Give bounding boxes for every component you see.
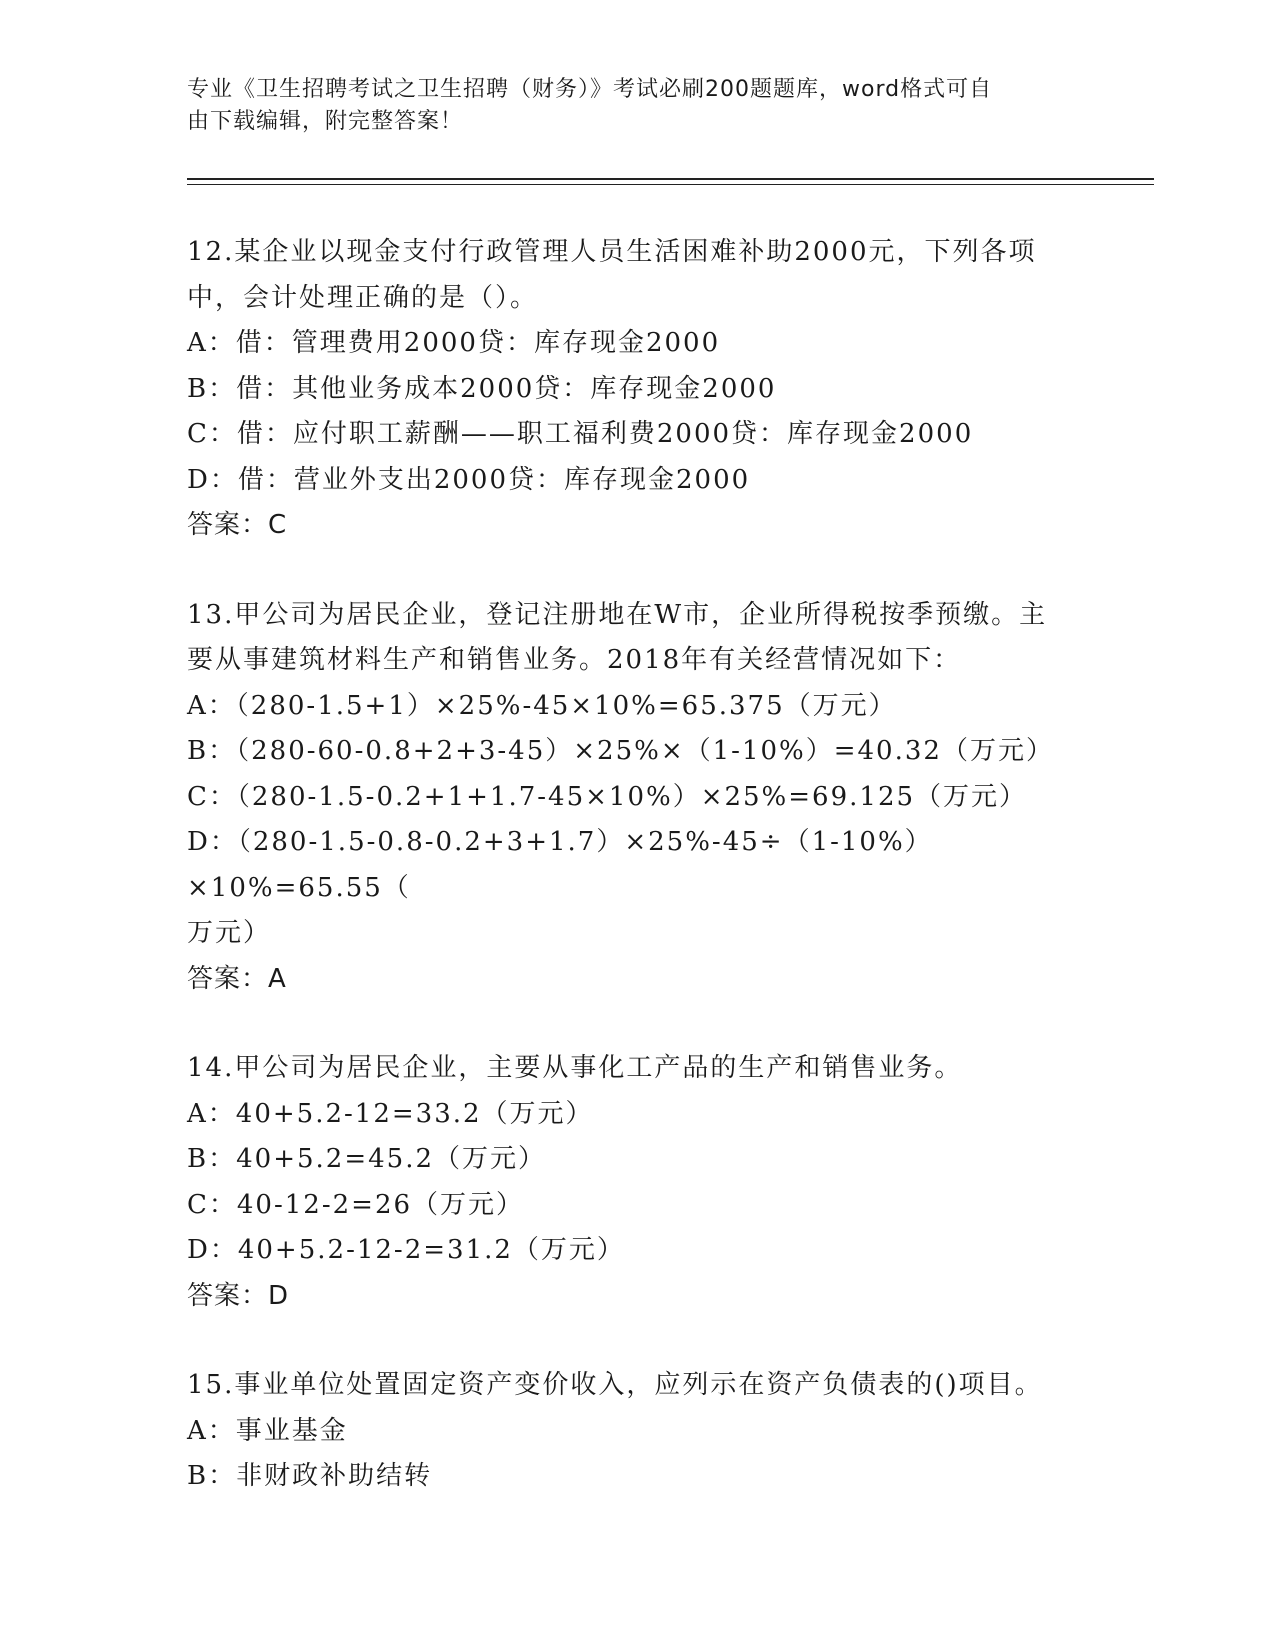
question-text-line: 要从事建筑材料生产和销售业务。2018年有关经营情况如下： [187,645,962,675]
answer-line: 答案：C [187,510,288,540]
question-text-line: 中，会计处理正确的是（）。 [187,282,539,313]
answer-line: 答案：D [187,1280,290,1311]
header-divider-thick [187,178,1154,180]
option-b: B：（280-60-0.8+2+3-45）×25%×（1-10%）=40.32（万元） [187,736,1054,766]
document-header [187,74,1067,138]
option-b: B：借：其他业务成本2000贷：库存现金2000 [187,373,777,404]
option-d: D：40+5.2-12-2=31.2（万元） [187,1235,625,1265]
option-a: A：40+5.2-12=33.2（万元） [187,1098,594,1129]
option-b: B：非财政补助结转 [187,1461,433,1491]
question-14 [187,1046,1087,1319]
option-a: A：借：管理费用2000贷：库存现金2000 [187,328,721,358]
question-text-line: 14.甲公司为居民企业，主要从事化工产品的生产和销售业务。 [187,1053,963,1083]
question-text-line: 13.甲公司为居民企业，登记注册地在W市，企业所得税按季预缴。主 [187,599,1048,630]
header-divider-thin [187,184,1154,185]
answer-line: 答案：A [187,963,287,994]
option-d-continued: 万元） [187,918,272,948]
header-line-1: 专业《卫生招聘考试之卫生招聘（财务）》考试必刷200题题库，word格式可自 [187,77,993,102]
question-text-line: 15.事业单位处置固定资产变价收入，应列示在资产负债表的()项目。 [187,1370,1043,1400]
option-c: C：借：应付职工薪酬——职工福利费2000贷：库存现金2000 [187,419,974,449]
option-b: B：40+5.2=45.2（万元） [187,1144,547,1174]
question-15 [187,1363,1087,1500]
question-list [187,230,1087,1544]
option-c: C：40-12-2=26（万元） [187,1189,525,1220]
option-d: D：（280-1.5-0.8-0.2+3+1.7）×25%-45÷（1-10%）×10%=65.55（ [187,827,933,903]
option-a: A：事业基金 [187,1415,348,1446]
question-12 [187,230,1087,549]
option-c: C：（280-1.5-0.2+1+1.7-45×10%）×25%=69.125（万元） [187,781,1028,812]
option-a: A：（280-1.5+1）×25%-45×10%=65.375（万元） [187,690,897,721]
header-line-2: 由下载编辑，附完整答案！ [187,109,464,134]
question-text-line: 12.某企业以现金支付行政管理人员生活困难补助2000元，下列各项 [187,237,1037,267]
question-13 [187,593,1087,1003]
option-d: D：借：营业外支出2000贷：库存现金2000 [187,464,751,495]
